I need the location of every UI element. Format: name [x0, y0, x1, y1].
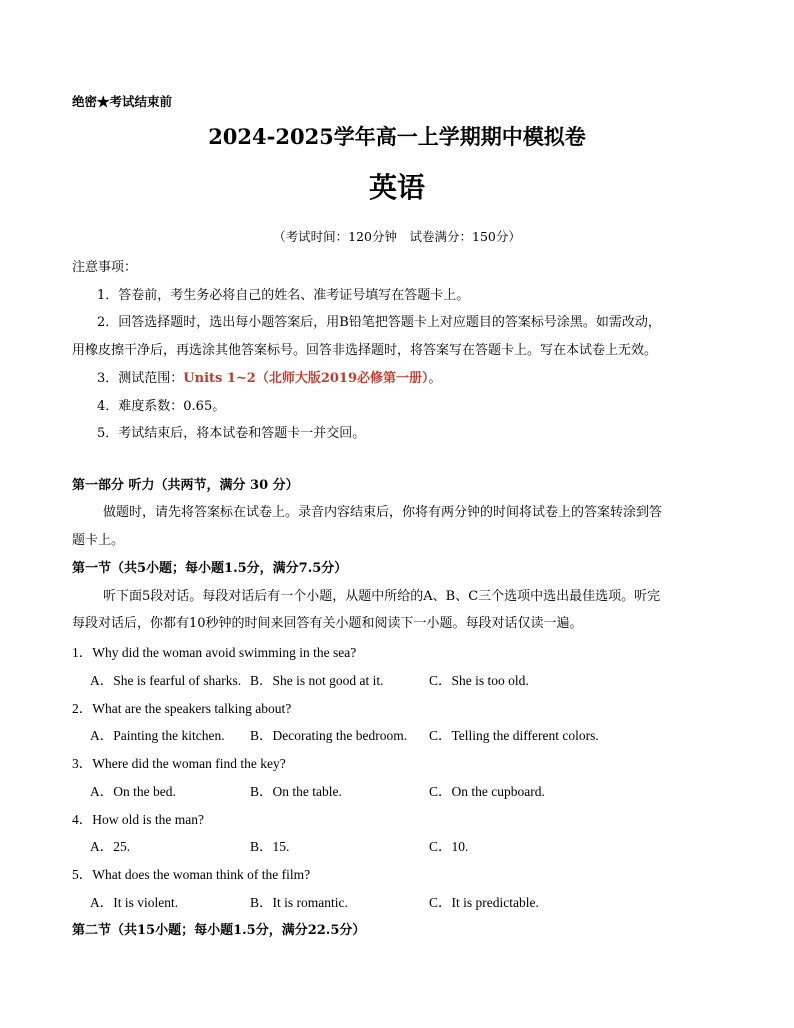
- question-1-stem: 1．Why did the woman avoid swimming in the sea?: [72, 645, 357, 660]
- section1-intro-line-2: 每段对话后，你都有10秒钟的时间来回答有关小题和阅读下一小题。每段对话仅读一遍。: [72, 616, 583, 631]
- question-3-option-a: A．On the bed.: [90, 784, 176, 799]
- section2-heading: 第二节（共15小题；每小题1.5分，满分22.5分）: [72, 923, 366, 938]
- note-item-4: 4．难度系数：0.65。: [97, 399, 226, 414]
- part1-heading: 第一部分 听力（共两节，满分 30 分）: [72, 478, 299, 493]
- question-1-option-b: B．She is not good at it.: [250, 673, 384, 688]
- test-scope: Units 1~2（北师大版2019必修第一册）: [183, 371, 429, 386]
- note-item-2-line-1: 2．回答选择题时，选出每小题答案后，用B铅笔把答题卡上对应题目的答案标号涂黑。如需改动，: [97, 315, 661, 330]
- question-3-option-c: C．On the cupboard.: [429, 784, 545, 799]
- question-4-stem: 4．How old is the man?: [72, 812, 204, 827]
- note-item-3-prefix: 3．测试范围：: [97, 371, 184, 386]
- question-4-option-b: B．15.: [250, 839, 290, 854]
- question-2-stem: 2．What are the speakers talking about?: [72, 701, 292, 716]
- question-5-option-c: C．It is predictable.: [429, 895, 539, 910]
- note-item-5: 5．考试结束后，将本试卷和答题卡一并交回。: [97, 426, 366, 441]
- question-3-option-b: B．On the table.: [250, 784, 342, 799]
- part1-intro-line-2: 题卡上。: [72, 533, 125, 548]
- secret-label: 绝密★考试结束前: [72, 94, 173, 109]
- note-item-3: [97, 367, 442, 386]
- section1-heading: 第一节（共5小题；每小题1.5分，满分7.5分）: [72, 561, 348, 576]
- note-item-3-suffix: 。: [428, 371, 442, 386]
- question-2-option-c: C．Telling the different colors.: [429, 728, 599, 743]
- question-1-option-a: A．She is fearful of sharks.: [90, 673, 242, 688]
- question-5-option-b: B．It is romantic.: [250, 895, 348, 910]
- question-3-stem: 3．Where did the woman find the key?: [72, 756, 286, 771]
- note-item-2-line-2: 用橡皮擦干净后，再选涂其他答案标号。回答非选择题时，将答案写在答题卡上。写在本试卷上无效。: [72, 343, 658, 358]
- question-4-option-a: A．25.: [90, 839, 131, 854]
- notes-heading: 注意事项：: [72, 260, 138, 275]
- question-4-option-c: C．10.: [429, 839, 469, 854]
- question-2-option-b: B．Decorating the bedroom.: [250, 728, 408, 743]
- question-5-stem: 5．What does the woman think of the film?: [72, 867, 311, 882]
- page-title: 2024-2025学年高一上学期期中模拟卷: [208, 124, 586, 149]
- question-2-option-a: A．Painting the kitchen.: [90, 728, 225, 743]
- part1-intro-line-1: 做题时，请先将答案标在试卷上。录音内容结束后，你将有两分钟的时间将试卷上的答案转涂到答: [103, 505, 663, 520]
- subject-title: 英语: [368, 171, 425, 204]
- question-5-option-a: A．It is violent.: [90, 895, 179, 910]
- exam-info: （考试时间：120分钟 试卷满分：150分）: [273, 229, 521, 244]
- note-item-1: 1．答卷前，考生务必将自己的姓名、准考证号填写在答题卡上。: [97, 288, 470, 303]
- question-1-option-c: C．She is too old.: [429, 673, 529, 688]
- section1-intro-line-1: 听下面5段对话。每段对话后有一个小题，从题中所给的A、B、C三个选项中选出最佳选项。听完: [103, 589, 661, 604]
